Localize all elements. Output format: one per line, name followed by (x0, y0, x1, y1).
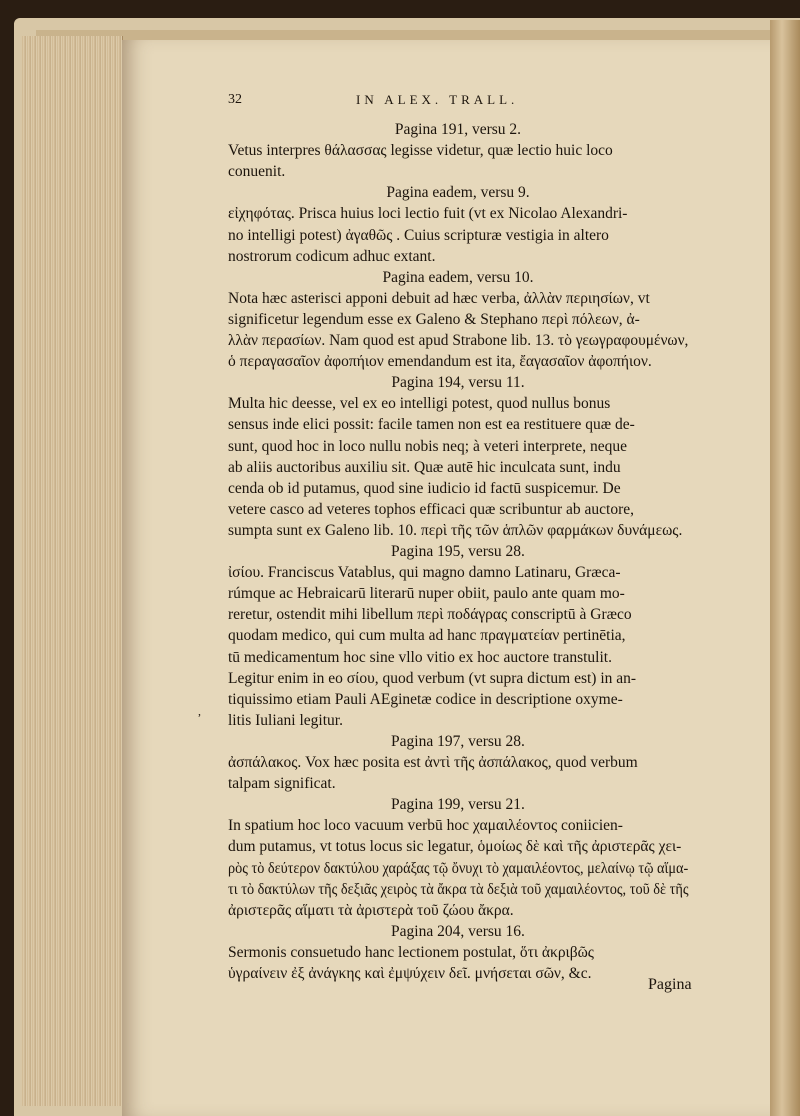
text-line: λλὰν περασίων. Nam quod est apud Strabone lib. 13. τὸ γεωγραφουμένων, (228, 332, 689, 349)
section-heading: Pagina 194, versu 11. (391, 374, 525, 392)
text-line: rúmque ac Hebraicarū literarū nuper obiit, paulo ante quam mo- (228, 585, 625, 603)
section-heading: Pagina 199, versu 21. (391, 796, 525, 814)
text-line: ab aliis auctoribus auxiliu sit. Quæ autē hic inculcata sunt, indu (228, 458, 621, 476)
text-line: Vetus interpres θάλασσας legisse videtur, quæ lectio huic loco (228, 142, 613, 160)
catchword: Pagina (648, 976, 692, 993)
text-line: tiquissimo etiam Pauli AEginetæ codice in descriptione oxyme- (228, 690, 623, 708)
text-line: ὁ περαγασαῖον ἀφοπήιον emendandum est ita, ἔαγασαῖον ἀφοπήιον. (228, 353, 652, 371)
text-line: ἀσπάλακος. Vox hæc posita est ἀντὶ τῆς ἀσπάλακος, quod verbum (228, 754, 638, 771)
text-line: dum putamus, vt totus locus sic legatur, ὁμοίως δὲ καὶ τῆς ἀριστερᾶς χει- (228, 838, 682, 856)
text-line: ἀριστερᾶς αἵματι τὰ ἀριστερὰ τοῦ ζώου ἄκρα. (228, 901, 514, 919)
text-line: ρὸς τὸ δεύτερον δακτύλου χαράξας τῷ ὄνυχι τὸ χαμαιλέοντος, μελαίνῳ τῷ αἵμα- (228, 859, 689, 877)
text-line: In spatium hoc loco vacuum verbū hoc χαμαιλέοντος coniicien- (228, 817, 623, 835)
text-line: vetere casco ad veteres tophos efficaci quæ scribuntur ab auctore, (228, 500, 634, 518)
text-line: tū medicamentum hoc sine vllo vitio ex hoc auctore transtulit. (228, 648, 612, 666)
page-header (228, 92, 688, 112)
text-line: quodam medico, qui cum multa ad hanc πραγματείαν pertinētia, (228, 627, 626, 645)
text-line: Sermonis consuetudo hanc lectionem postulat, ὅτι ἀκριβῶς (228, 943, 594, 961)
text-line: ὑγραίνειν ἐξ ἀνάγκης καὶ ἐμψύχειν δεῖ. μνήσεται σῶν, &c. (228, 965, 592, 982)
section-heading: Pagina 204, versu 16. (391, 922, 525, 940)
text-line: sumpta sunt ex Galeno lib. 10. περὶ τῆς τῶν ἁπλῶν φαρμάκων δυνάμεως. (228, 521, 683, 539)
text-line: Legitur enim in eo σίου, quod verbum (vt supra dictum est) in an- (228, 669, 637, 687)
text-line: significetur legendum esse ex Galeno & Stephano περὶ πόλεων, ἀ- (228, 310, 640, 328)
running-head: IN ALEX. TRALL. (356, 92, 519, 107)
text-line: sensus inde elici possit: facile tamen non est ea restituere quæ de- (228, 416, 635, 434)
section-heading: Pagina 197, versu 28. (391, 732, 525, 750)
right-page-fold (770, 20, 800, 1116)
text-line: conuenit. (228, 163, 286, 181)
section-heading: Pagina 191, versu 2. (394, 121, 522, 138)
text-line: Nota hæc asterisci apponi debuit ad hæc verba, ἀλλὰν περιησίων, vt (228, 289, 650, 307)
text-line: εἰχηφότας. Prisca huius loci lectio fuit (vt ex Nicolao Alexandri- (228, 205, 628, 223)
text-line: talpam significat. (228, 775, 336, 793)
page-top-edge (36, 30, 776, 40)
text-line: litis Iuliani legitur. (228, 711, 343, 729)
page-stack-edges (22, 36, 123, 1106)
text-line: sunt, quod hoc in loco nullu nobis neq; à veteri interprete, neque (228, 437, 628, 455)
text-line: ἰσίου. Franciscus Vatablus, qui magno damno Latinaru, Græca- (228, 564, 621, 582)
text-line: Multa hic deesse, vel ex eo intelligi potest, quod nullus bonus (228, 395, 611, 413)
text-line: no intelligi potest) ἀγαθῶς . Cuius scripturæ vestigia in altero (228, 226, 609, 244)
page-number: 32 (228, 92, 242, 107)
text-line: cenda ob id putamus, quod sine iudicio id factū suspicemur. De (228, 479, 621, 497)
text-line: reretur, ostendit mihi libellum περὶ ποδάγρας conscriptū à Græco (228, 606, 632, 624)
section-heading: Pagina 195, versu 28. (391, 543, 525, 560)
section-heading: Pagina eadem, versu 10. (382, 268, 534, 286)
section-heading: Pagina eadem, versu 9. (386, 184, 530, 202)
text-line: τι τὸ δακτύλων τῆς δεξιᾶς χειρὸς τὰ ἄκρα τὰ δεξιὰ τοῦ χαμαιλέοντος, τοῦ δὲ τῆς (228, 880, 689, 898)
margin-mark: , (198, 704, 201, 718)
text-line: nostrorum codicum adhuc extant. (228, 247, 436, 265)
